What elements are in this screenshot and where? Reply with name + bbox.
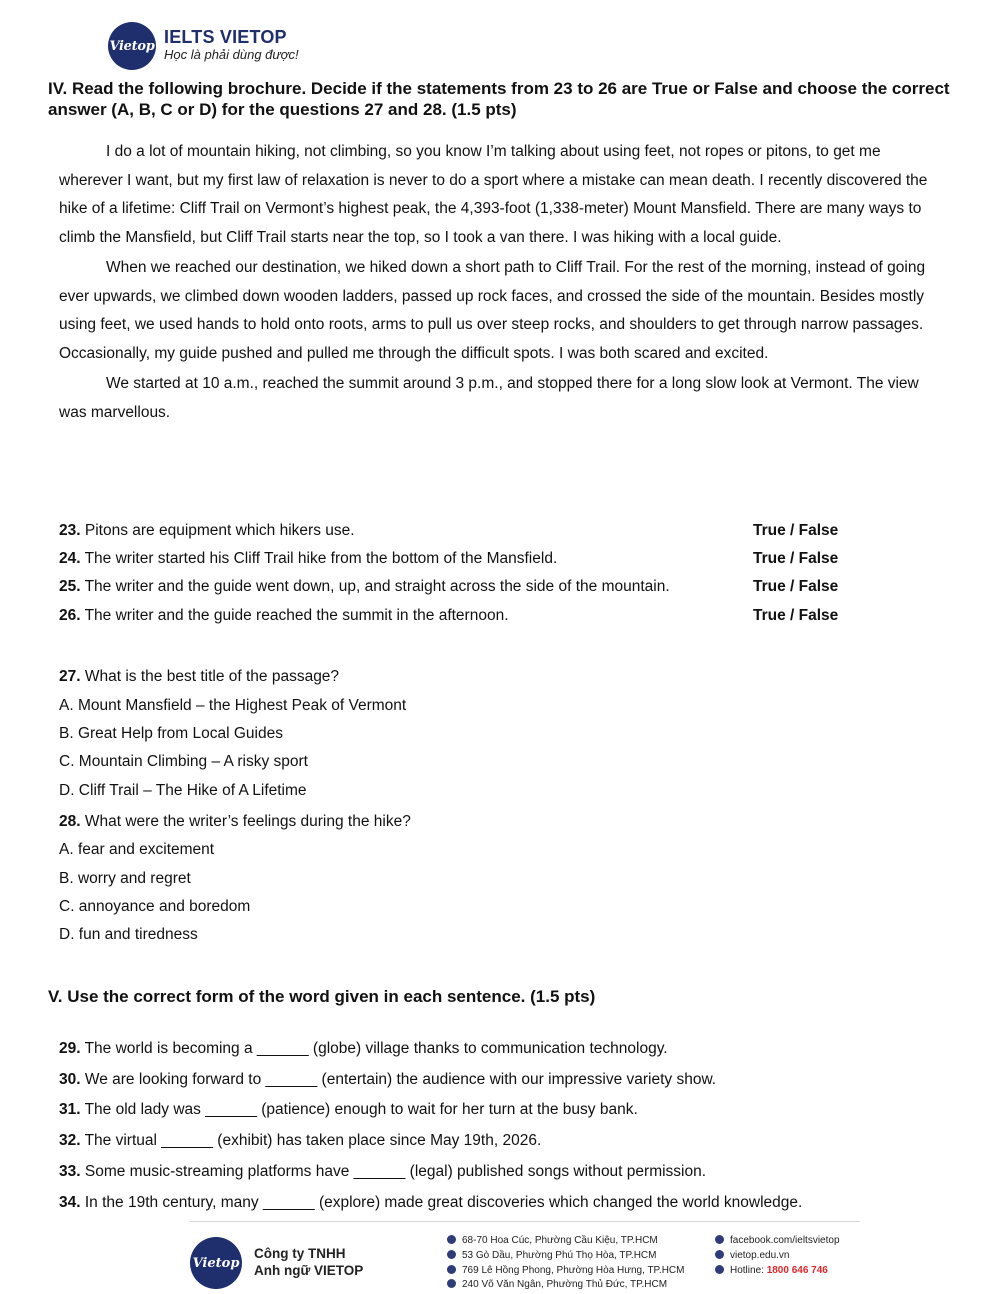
q27-option-a[interactable]: A. Mount Mansfield – the Highest Peak of Vermont (59, 697, 407, 714)
item-32: 32. The virtual ______ (exhibit) has taken place since May 19th, 2026. (59, 1132, 542, 1149)
q28-option-d[interactable]: D. fun and tiredness (59, 926, 198, 943)
passage-paragraph-2: When we reached our destination, we hiked down a short path to Cliff Trail. For the rest of the morning, instead of going ever upwards, we climbed down wooden ladders, passed up rock faces, and crossed the side of the mountain. Besides mostly using feet, we used hands to hold onto roots, arms to pull us over steep rocks, and shoulders to get through narrow passages. Occasionally, my guide pushed and pulled me through the difficult spots. I was both scared and excited. (59, 259, 926, 362)
location-icon (447, 1279, 456, 1288)
footer-website[interactable]: vietop.edu.vn (715, 1249, 790, 1263)
phone-icon (715, 1265, 724, 1274)
passage-paragraph-1: I do a lot of mountain hiking, not climbing, so you know I’m talking about using feet, not ropes or pitons, to get me wherever I want, but my first law of relaxation is never to do a sport where a mistake can mean death. I recently discovered the hike of a lifetime: Cliff Trail on Vermont’s highest peak, the 4,393-foot (1,338-meter) Mount Mansfield. There are many ways to climb the Mansfield, but Cliff Trail starts near the top, so I took a van there. I was hiking with a local guide. (59, 143, 928, 246)
footer-company: Công ty TNHH Anh ngữ VIETOP (254, 1246, 364, 1278)
question-27: 27. What is the best title of the passage? (59, 668, 340, 685)
q27-option-c[interactable]: C. Mountain Climbing – A risky sport (59, 753, 308, 770)
footer-facebook[interactable]: facebook.com/ieltsvietop (715, 1234, 840, 1248)
item-33: 33. Some music-streaming platforms have ______ (legal) published songs without permission. (59, 1163, 707, 1180)
facebook-icon (715, 1235, 724, 1244)
footer-address-2: 53 Gò Dầu, Phường Phú Thọ Hòa, TP.HCM (447, 1249, 656, 1263)
vietop-logo-icon: Vietop (108, 22, 156, 70)
section-4-title: IV. Read the following brochure. Decide if the statements from 23 to 26 are True or False and choose the correct answer (A, B, C or D) for the questions 27 and 28. (1.5 pts) (48, 79, 950, 119)
true-false-23[interactable]: True / False (753, 522, 839, 539)
footer-address-1: 68-70 Hoa Cúc, Phường Cầu Kiệu, TP.HCM (447, 1234, 658, 1248)
footer-address-3: 769 Lê Hồng Phong, Phường Hòa Hưng, TP.HCM (447, 1264, 685, 1278)
question-28: 28. What were the writer’s feelings during the hike? (59, 813, 411, 830)
location-icon (447, 1250, 456, 1259)
true-false-24[interactable]: True / False (753, 550, 839, 567)
location-icon (447, 1265, 456, 1274)
true-false-25[interactable]: True / False (753, 578, 839, 595)
passage-paragraph-3: We started at 10 a.m., reached the summit around 3 p.m., and stopped there for a long slow look at Vermont. The view was marvellous. (59, 375, 919, 421)
section-5-title: V. Use the correct form of the word given in each sentence. (1.5 pts) (48, 987, 596, 1006)
statement-23: 23. Pitons are equipment which hikers use. (59, 522, 355, 539)
statement-26: 26. The writer and the guide reached the summit in the afternoon. (59, 607, 509, 624)
statement-24: 24. The writer started his Cliff Trail hike from the bottom of the Mansfield. (59, 550, 558, 567)
location-icon (447, 1235, 456, 1244)
item-30: 30. We are looking forward to ______ (entertain) the audience with our impressive variety show. (59, 1071, 717, 1088)
globe-icon (715, 1250, 724, 1259)
item-29: 29. The world is becoming a ______ (globe) village thanks to communication technology. (59, 1040, 668, 1057)
q28-option-b[interactable]: B. worry and regret (59, 870, 191, 887)
footer-divider (190, 1221, 860, 1222)
item-34: 34. In the 19th century, many ______ (explore) made great discoveries which changed the world knowledge. (59, 1194, 803, 1211)
reading-passage (59, 138, 939, 429)
footer-address-4: 240 Võ Văn Ngân, Phường Thủ Đức, TP.HCM (447, 1278, 667, 1292)
brand-tagline: Học là phải dùng được! (164, 47, 299, 62)
statement-25: 25. The writer and the guide went down, up, and straight across the side of the mountain. (59, 578, 670, 595)
footer-vietop-logo-icon: Vietop (190, 1237, 242, 1289)
brand-name: IELTS VIETOP (164, 27, 287, 47)
q28-option-c[interactable]: C. annoyance and boredom (59, 898, 251, 915)
q28-option-a[interactable]: A. fear and excitement (59, 841, 215, 858)
q27-option-b[interactable]: B. Great Help from Local Guides (59, 725, 283, 742)
q27-option-d[interactable]: D. Cliff Trail – The Hike of A Lifetime (59, 782, 307, 799)
footer-hotline: Hotline: 1800 646 746 (715, 1264, 828, 1278)
header-logo (108, 22, 299, 70)
true-false-26[interactable]: True / False (753, 607, 839, 624)
item-31: 31. The old lady was ______ (patience) enough to wait for her turn at the busy bank. (59, 1101, 638, 1118)
